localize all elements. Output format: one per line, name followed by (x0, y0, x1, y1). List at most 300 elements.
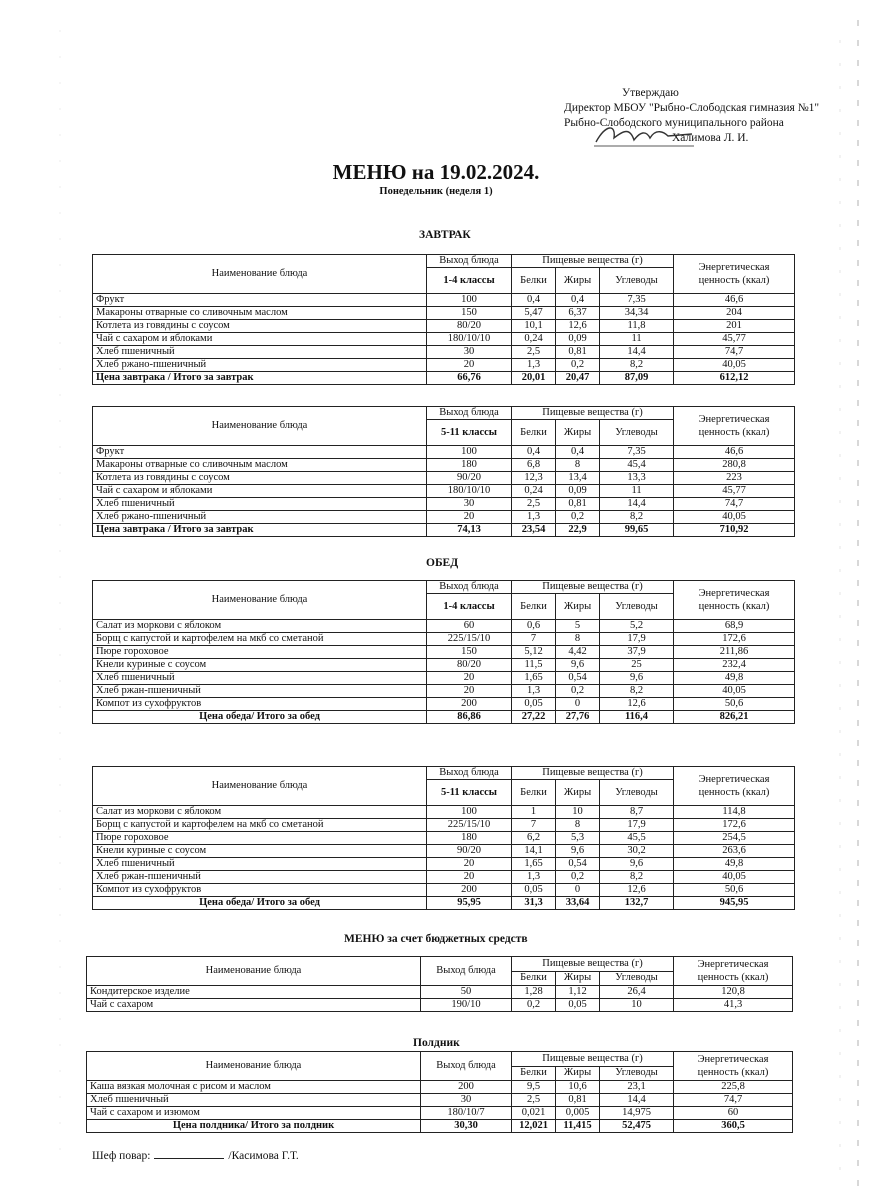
energy: 232,4 (674, 659, 795, 672)
energy: 710,92 (674, 524, 795, 537)
breakfast-table-5-11 (92, 406, 795, 537)
output: 86,86 (427, 711, 512, 724)
carbs: 34,34 (600, 307, 674, 320)
header-energy-line1: Энергетическая (698, 262, 770, 273)
dish-name: Цена обеда/ Итого за обед (93, 897, 427, 910)
carbs: 14,4 (600, 498, 674, 511)
table-row (93, 359, 795, 372)
approval-line-1: Утверждаю (622, 87, 679, 99)
carbs: 45,4 (600, 459, 674, 472)
protein: 23,54 (512, 524, 556, 537)
dish-name: Хлеб пшеничный (93, 672, 427, 685)
fat: 20,47 (556, 372, 600, 385)
dish-name: Пюре гороховое (93, 832, 427, 845)
table-row (87, 999, 793, 1012)
energy: 68,9 (674, 620, 795, 633)
dish-name: Котлета из говядины с соусом (93, 320, 427, 333)
fat: 27,76 (556, 711, 600, 724)
approval-line-4: Халимова Л. И. (672, 132, 749, 144)
protein: 7 (512, 633, 556, 646)
energy: 172,6 (674, 633, 795, 646)
fat: 0,54 (556, 672, 600, 685)
protein: 2,5 (512, 498, 556, 511)
total-row (93, 711, 795, 724)
protein: 10,1 (512, 320, 556, 333)
header-nutrients: Пищевые вещества (г) (512, 255, 674, 268)
fat: 0,2 (556, 359, 600, 372)
protein: 5,47 (512, 307, 556, 320)
table-row (87, 1081, 793, 1094)
protein: 12,3 (512, 472, 556, 485)
protein: 6,8 (512, 459, 556, 472)
output: 180 (427, 459, 512, 472)
fat: 4,42 (556, 646, 600, 659)
table-header-row (87, 1052, 793, 1067)
output: 190/10 (421, 999, 512, 1012)
carbs: 26,4 (600, 986, 674, 999)
dish-name: Хлеб пшеничный (93, 346, 427, 359)
protein: 2,5 (512, 346, 556, 359)
approval-block (564, 86, 864, 146)
energy: 945,95 (674, 897, 795, 910)
table-row (93, 685, 795, 698)
carbs: 11,8 (600, 320, 674, 333)
fat: 0,005 (556, 1107, 600, 1120)
output: 90/20 (427, 845, 512, 858)
table-row (93, 858, 795, 871)
fat: 5,3 (556, 832, 600, 845)
table-row (93, 672, 795, 685)
section-lunch: ОБЕД (426, 557, 459, 569)
breakfast-table-1-4 (92, 254, 795, 385)
output: 180/10/10 (427, 485, 512, 498)
output: 20 (427, 858, 512, 871)
table-header-row (93, 255, 795, 268)
budget-table (86, 956, 793, 1012)
dish-name: Чай с сахаром и изюмом (87, 1107, 421, 1120)
output: 30 (421, 1094, 512, 1107)
fat: 0,09 (556, 485, 600, 498)
protein: 31,3 (512, 897, 556, 910)
header-energy-line2: ценность (ккал) (697, 1067, 769, 1078)
energy: 41,3 (674, 999, 793, 1012)
carbs: 87,09 (600, 372, 674, 385)
table-row (93, 884, 795, 897)
dish-name: Кондитерское изделие (87, 986, 421, 999)
output: 30 (427, 498, 512, 511)
table-row (93, 472, 795, 485)
header-energy (674, 581, 795, 620)
header-group: 1-4 классы (427, 268, 512, 294)
fat: 11,415 (556, 1120, 600, 1133)
carbs: 8,2 (600, 871, 674, 884)
dish-name: Чай с сахаром и яблоками (93, 485, 427, 498)
energy: 40,05 (674, 685, 795, 698)
fat: 9,6 (556, 659, 600, 672)
energy: 223 (674, 472, 795, 485)
carbs: 11 (600, 485, 674, 498)
fat: 8 (556, 459, 600, 472)
header-output: Выход блюда (427, 255, 512, 268)
header-name: Наименование блюда (93, 767, 427, 806)
total-row (93, 524, 795, 537)
output: 100 (427, 446, 512, 459)
carbs: 52,475 (600, 1120, 674, 1133)
fat: 0,2 (556, 511, 600, 524)
header-energy (674, 767, 795, 806)
fat: 33,64 (556, 897, 600, 910)
fat: 10 (556, 806, 600, 819)
footer-name: /Касимова Г.Т. (228, 1150, 299, 1162)
dish-name: Компот из сухофруктов (93, 698, 427, 711)
protein: 0,05 (512, 884, 556, 897)
carbs: 17,9 (600, 633, 674, 646)
protein: 12,021 (512, 1120, 556, 1133)
approval-line-2: Директор МБОУ "Рыбно-Слободская гимназия №1" (564, 102, 820, 114)
dish-name: Хлеб пшеничный (93, 498, 427, 511)
footer-label: Шеф повар: (92, 1150, 151, 1162)
carbs: 8,2 (600, 685, 674, 698)
header-fat: Жиры (556, 594, 600, 620)
header-name: Наименование блюда (93, 255, 427, 294)
fat: 0 (556, 698, 600, 711)
output: 225/15/10 (427, 633, 512, 646)
dish-name: Компот из сухофруктов (93, 884, 427, 897)
table-row (93, 646, 795, 659)
dish-name: Цена завтрака / Итого за завтрак (93, 372, 427, 385)
output: 30,30 (421, 1120, 512, 1133)
carbs: 14,4 (600, 1094, 674, 1107)
table-row (93, 698, 795, 711)
protein: 14,1 (512, 845, 556, 858)
dish-name: Котлета из говядины с соусом (93, 472, 427, 485)
dish-name: Чай с сахаром и яблоками (93, 333, 427, 346)
header-energy-line2: ценность (ккал) (698, 787, 770, 798)
dish-name: Кнели куриные с соусом (93, 845, 427, 858)
dish-name: Каша вязкая молочная с рисом и маслом (87, 1081, 421, 1094)
header-output: Выход блюда (427, 581, 512, 594)
table-header-row (87, 957, 793, 972)
energy: 204 (674, 307, 795, 320)
energy: 114,8 (674, 806, 795, 819)
header-output: Выход блюда (421, 957, 512, 986)
header-fat: Жиры (556, 268, 600, 294)
carbs: 9,6 (600, 858, 674, 871)
dish-name: Хлеб ржано-пшеничный (93, 511, 427, 524)
header-energy-line2: ценность (ккал) (697, 972, 769, 983)
header-protein: Белки (512, 268, 556, 294)
header-nutrients: Пищевые вещества (г) (512, 407, 674, 420)
carbs: 30,2 (600, 845, 674, 858)
energy: 360,5 (674, 1120, 793, 1133)
carbs: 5,2 (600, 620, 674, 633)
dish-name: Цена завтрака / Итого за завтрак (93, 524, 427, 537)
dish-name: Фрукт (93, 446, 427, 459)
header-protein: Белки (512, 780, 556, 806)
dish-name: Пюре гороховое (93, 646, 427, 659)
header-energy-line1: Энергетическая (698, 414, 770, 425)
table-row (93, 485, 795, 498)
energy: 40,05 (674, 871, 795, 884)
dish-name: Макароны отварные со сливочным маслом (93, 459, 427, 472)
carbs: 13,3 (600, 472, 674, 485)
signature-line (154, 1158, 224, 1159)
header-protein: Белки (512, 420, 556, 446)
fat: 1,12 (556, 986, 600, 999)
header-energy (674, 1052, 793, 1081)
fat: 0,2 (556, 685, 600, 698)
energy: 45,77 (674, 485, 795, 498)
energy: 120,8 (674, 986, 793, 999)
output: 180 (427, 832, 512, 845)
header-fat: Жиры (556, 971, 600, 986)
lunch-table-1-4 (92, 580, 795, 724)
fat: 0,4 (556, 446, 600, 459)
output: 150 (427, 646, 512, 659)
header-output: Выход блюда (421, 1052, 512, 1081)
carbs: 25 (600, 659, 674, 672)
header-energy-line1: Энергетическая (697, 959, 769, 970)
carbs: 7,35 (600, 294, 674, 307)
table-row (93, 659, 795, 672)
output: 90/20 (427, 472, 512, 485)
carbs: 132,7 (600, 897, 674, 910)
output: 225/15/10 (427, 819, 512, 832)
header-energy-line1: Энергетическая (698, 774, 770, 785)
fat: 0,2 (556, 871, 600, 884)
director-signature (594, 120, 694, 150)
carbs: 12,6 (600, 884, 674, 897)
section-breakfast: ЗАВТРАК (419, 229, 471, 241)
table-row (93, 806, 795, 819)
header-output: Выход блюда (427, 407, 512, 420)
energy: 263,6 (674, 845, 795, 858)
fat: 5 (556, 620, 600, 633)
header-protein: Белки (512, 594, 556, 620)
table-header-row (93, 581, 795, 594)
header-fat: Жиры (556, 780, 600, 806)
energy: 211,86 (674, 646, 795, 659)
dish-name: Макароны отварные со сливочным маслом (93, 307, 427, 320)
header-protein: Белки (512, 971, 556, 986)
page-title: МЕНЮ на 19.02.2024. (332, 160, 540, 184)
header-energy-line2: ценность (ккал) (698, 275, 770, 286)
table-row (93, 307, 795, 320)
energy: 172,6 (674, 819, 795, 832)
table-row (93, 320, 795, 333)
fat: 0,09 (556, 333, 600, 346)
dish-name: Фрукт (93, 294, 427, 307)
header-group: 5-11 классы (427, 780, 512, 806)
protein: 0,2 (512, 999, 556, 1012)
dish-name: Борщ с капустой и картофелем на мкб со сметаной (93, 819, 427, 832)
fat: 0,54 (556, 858, 600, 871)
energy: 46,6 (674, 446, 795, 459)
protein: 1 (512, 806, 556, 819)
section-snack: Полдник (413, 1037, 460, 1049)
header-carbs: Углеводы (600, 1066, 674, 1081)
output: 74,13 (427, 524, 512, 537)
protein: 0,4 (512, 294, 556, 307)
output: 200 (421, 1081, 512, 1094)
fat: 0 (556, 884, 600, 897)
dish-name: Хлеб пшеничный (87, 1094, 421, 1107)
header-output: Выход блюда (427, 767, 512, 780)
carbs: 7,35 (600, 446, 674, 459)
protein: 0,021 (512, 1107, 556, 1120)
table-row (93, 294, 795, 307)
footer (92, 1150, 299, 1162)
protein: 1,28 (512, 986, 556, 999)
carbs: 8,2 (600, 511, 674, 524)
header-fat: Жиры (556, 1066, 600, 1081)
header-energy (674, 407, 795, 446)
header-name: Наименование блюда (93, 581, 427, 620)
carbs: 9,6 (600, 672, 674, 685)
table-row (93, 871, 795, 884)
protein: 11,5 (512, 659, 556, 672)
carbs: 14,975 (600, 1107, 674, 1120)
output: 80/20 (427, 659, 512, 672)
table-row (93, 346, 795, 359)
carbs: 99,65 (600, 524, 674, 537)
energy: 50,6 (674, 698, 795, 711)
table-row (93, 845, 795, 858)
section-budget: МЕНЮ за счет бюджетных средств (344, 933, 528, 945)
header-nutrients: Пищевые вещества (г) (512, 767, 674, 780)
output: 180/10/7 (421, 1107, 512, 1120)
carbs: 45,5 (600, 832, 674, 845)
protein: 1,3 (512, 685, 556, 698)
header-energy (674, 255, 795, 294)
header-nutrients: Пищевые вещества (г) (512, 957, 674, 972)
total-row (93, 897, 795, 910)
dish-name: Цена обеда/ Итого за обед (93, 711, 427, 724)
carbs: 116,4 (600, 711, 674, 724)
fat: 22,9 (556, 524, 600, 537)
header-group: 1-4 классы (427, 594, 512, 620)
dish-name: Борщ с капустой и картофелем на мкб со сметаной (93, 633, 427, 646)
fat: 10,6 (556, 1081, 600, 1094)
fat: 13,4 (556, 472, 600, 485)
energy: 46,6 (674, 294, 795, 307)
energy: 49,8 (674, 858, 795, 871)
dish-name: Хлеб ржан-пшеничный (93, 871, 427, 884)
header-energy-line2: ценность (ккал) (698, 427, 770, 438)
snack-table (86, 1051, 793, 1133)
header-protein: Белки (512, 1066, 556, 1081)
header-carbs: Углеводы (600, 268, 674, 294)
fat: 12,6 (556, 320, 600, 333)
protein: 0,24 (512, 485, 556, 498)
header-carbs: Углеводы (600, 971, 674, 986)
output: 150 (427, 307, 512, 320)
table-row (93, 498, 795, 511)
energy: 74,7 (674, 1094, 793, 1107)
header-fat: Жиры (556, 420, 600, 446)
table-row (93, 832, 795, 845)
energy: 225,8 (674, 1081, 793, 1094)
carbs: 17,9 (600, 819, 674, 832)
dish-name: Хлеб ржано-пшеничный (93, 359, 427, 372)
header-carbs: Углеводы (600, 420, 674, 446)
protein: 0,6 (512, 620, 556, 633)
output: 60 (427, 620, 512, 633)
dish-name: Салат из моркови с яблоком (93, 620, 427, 633)
table-row (87, 1107, 793, 1120)
output: 200 (427, 884, 512, 897)
table-row (93, 446, 795, 459)
carbs: 12,6 (600, 698, 674, 711)
dish-name: Салат из моркови с яблоком (93, 806, 427, 819)
table-row (87, 986, 793, 999)
carbs: 14,4 (600, 346, 674, 359)
header-carbs: Углеводы (600, 780, 674, 806)
header-name: Наименование блюда (93, 407, 427, 446)
carbs: 8,2 (600, 359, 674, 372)
dish-name: Хлеб пшеничный (93, 858, 427, 871)
output: 200 (427, 698, 512, 711)
protein: 1,3 (512, 871, 556, 884)
output: 80/20 (427, 320, 512, 333)
energy: 49,8 (674, 672, 795, 685)
energy: 60 (674, 1107, 793, 1120)
table-header-row (93, 407, 795, 420)
carbs: 10 (600, 999, 674, 1012)
header-group: 5-11 классы (427, 420, 512, 446)
output: 20 (427, 511, 512, 524)
protein: 20,01 (512, 372, 556, 385)
lunch-table-5-11 (92, 766, 795, 910)
output: 180/10/10 (427, 333, 512, 346)
protein: 2,5 (512, 1094, 556, 1107)
protein: 7 (512, 819, 556, 832)
output: 20 (427, 685, 512, 698)
table-row (93, 620, 795, 633)
protein: 0,24 (512, 333, 556, 346)
energy: 40,05 (674, 359, 795, 372)
header-energy (674, 957, 793, 986)
protein: 27,22 (512, 711, 556, 724)
fat: 8 (556, 633, 600, 646)
fat: 0,81 (556, 1094, 600, 1107)
output: 95,95 (427, 897, 512, 910)
header-nutrients: Пищевые вещества (г) (512, 581, 674, 594)
fat: 9,6 (556, 845, 600, 858)
approval-line-3: Рыбно-Слободского муниципального района (564, 117, 784, 129)
output: 66,76 (427, 372, 512, 385)
protein: 6,2 (512, 832, 556, 845)
table-row (93, 333, 795, 346)
energy: 254,5 (674, 832, 795, 845)
fat: 6,37 (556, 307, 600, 320)
header-name: Наименование блюда (87, 957, 421, 986)
protein: 5,12 (512, 646, 556, 659)
fat: 0,05 (556, 999, 600, 1012)
table-row (93, 459, 795, 472)
table-row (87, 1094, 793, 1107)
energy: 50,6 (674, 884, 795, 897)
energy: 74,7 (674, 498, 795, 511)
fat: 0,81 (556, 346, 600, 359)
carbs: 8,7 (600, 806, 674, 819)
energy: 280,8 (674, 459, 795, 472)
header-energy-line1: Энергетическая (697, 1054, 769, 1065)
carbs: 37,9 (600, 646, 674, 659)
header-nutrients: Пищевые вещества (г) (512, 1052, 674, 1067)
header-carbs: Углеводы (600, 594, 674, 620)
page-subtitle: Понедельник (неделя 1) (379, 186, 493, 197)
